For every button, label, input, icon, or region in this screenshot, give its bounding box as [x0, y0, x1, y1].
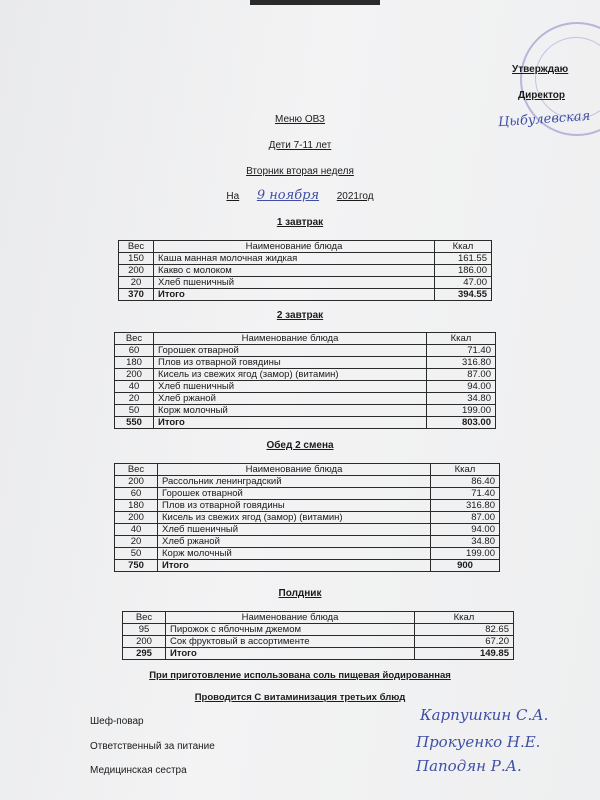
cell-weight: 40 — [115, 524, 158, 536]
table-row — [119, 265, 492, 277]
cell-kcal: 82.65 — [415, 624, 514, 636]
age-group: Дети 7-11 лет — [268, 140, 332, 151]
cell-weight: 95 — [123, 624, 166, 636]
menu-title: Меню ОВЗ — [275, 114, 325, 125]
column-header: Наименование блюда — [158, 464, 431, 476]
column-header: Ккал — [431, 464, 500, 476]
cell-kcal: 394.55 — [435, 289, 492, 301]
table-snack — [122, 611, 514, 660]
cell-weight: 750 — [115, 560, 158, 572]
cell-dish: Кисель из свежих ягод (замор) (витамин) — [158, 512, 431, 524]
table-row — [115, 524, 500, 536]
total-row — [119, 289, 492, 301]
table-lunch — [114, 463, 500, 572]
table-row — [123, 636, 514, 648]
cell-dish: Хлеб пшеничный — [158, 524, 431, 536]
table-breakfast-1 — [118, 240, 492, 301]
cell-kcal: 71.40 — [431, 488, 500, 500]
cell-kcal: 47.00 — [435, 277, 492, 289]
cell-weight: 370 — [119, 289, 154, 301]
chef-signature: Карпушкин С.А. — [420, 706, 549, 724]
director-signature: Цыбулевская — [497, 108, 591, 131]
nurse-role: Медицинская сестра — [90, 765, 187, 776]
cell-weight: 50 — [115, 405, 154, 417]
cell-weight: 200 — [115, 512, 158, 524]
cell-dish: Хлеб пшеничный — [154, 277, 435, 289]
table-row — [115, 405, 496, 417]
cell-weight: 200 — [115, 369, 154, 381]
section-title-breakfast-1: 1 завтрак — [276, 217, 324, 228]
director-label: Директор — [518, 90, 565, 101]
cell-weight: 60 — [115, 345, 154, 357]
chef-role: Шеф-повар — [90, 716, 144, 727]
col-weight: Вес — [119, 241, 154, 253]
cell-kcal: 67.20 — [415, 636, 514, 648]
cell-dish: Горошек отварной — [158, 488, 431, 500]
day-week: Вторник вторая неделя — [246, 166, 354, 177]
cell-kcal: 803.00 — [427, 417, 496, 429]
column-header: Наименование блюда — [166, 612, 415, 624]
col-dish: Наименование блюда — [154, 241, 435, 253]
date-suffix: 2021год — [336, 191, 374, 202]
cell-kcal: 34.80 — [431, 536, 500, 548]
table-row — [115, 381, 496, 393]
cell-kcal: 900 — [431, 560, 500, 572]
table-row — [115, 393, 496, 405]
vitamin-note: Проводится С витаминизация третьих блюд — [194, 692, 406, 703]
table-row — [123, 624, 514, 636]
date-prefix: На — [226, 191, 240, 202]
cell-kcal: 316.80 — [431, 500, 500, 512]
column-header: Вес — [123, 612, 166, 624]
responsible-role: Ответственный за питание — [90, 741, 215, 752]
cell-kcal: 34.80 — [427, 393, 496, 405]
cell-dish: Каша манная молочная жидкая — [154, 253, 435, 265]
table-row — [115, 488, 500, 500]
approve-label: Утверждаю — [512, 64, 569, 75]
cell-dish: Корж молочный — [154, 405, 427, 417]
cell-dish: Горошек отварной — [154, 345, 427, 357]
top-edge-bar — [250, 0, 380, 5]
cell-dish: Плов из отварной говядины — [158, 500, 431, 512]
table-row — [115, 476, 500, 488]
table-row — [119, 253, 492, 265]
table-row — [115, 500, 500, 512]
cell-kcal: 149.85 — [415, 648, 514, 660]
cell-weight: 200 — [123, 636, 166, 648]
cell-dish: Кисель из свежих ягод (замор) (витамин) — [154, 369, 427, 381]
cell-weight: 20 — [115, 536, 158, 548]
cell-weight: 150 — [119, 253, 154, 265]
cell-kcal: 71.40 — [427, 345, 496, 357]
cell-kcal: 86.40 — [431, 476, 500, 488]
cell-kcal: 316.80 — [427, 357, 496, 369]
col-kcal: Ккал — [435, 241, 492, 253]
column-header: Вес — [115, 333, 154, 345]
table-row — [115, 369, 496, 381]
cell-dish: Сок фруктовый в ассортименте — [166, 636, 415, 648]
section-title-snack: Полдник — [278, 588, 322, 599]
table-row — [115, 357, 496, 369]
column-header: Вес — [115, 464, 158, 476]
cell-weight: 20 — [119, 277, 154, 289]
total-row — [115, 560, 500, 572]
table-row — [119, 277, 492, 289]
date-line — [0, 188, 600, 203]
cell-kcal: 199.00 — [431, 548, 500, 560]
table-row — [115, 548, 500, 560]
cell-dish: Какво с молоком — [154, 265, 435, 277]
cell-weight: 200 — [115, 476, 158, 488]
nurse-signature: Паподян Р.А. — [416, 757, 522, 775]
cell-dish: Хлеб ржаной — [154, 393, 427, 405]
cell-weight: 295 — [123, 648, 166, 660]
cell-dish: Пирожок с яблочным джемом — [166, 624, 415, 636]
cell-dish: Итого — [154, 417, 427, 429]
cell-weight: 180 — [115, 500, 158, 512]
cell-weight: 200 — [119, 265, 154, 277]
cell-weight: 50 — [115, 548, 158, 560]
cell-dish: Итого — [154, 289, 435, 301]
cell-dish: Хлеб ржаной — [158, 536, 431, 548]
cell-dish: Хлеб пшеничный — [154, 381, 427, 393]
cell-kcal: 161.55 — [435, 253, 492, 265]
cell-dish: Итого — [166, 648, 415, 660]
column-header: Наименование блюда — [154, 333, 427, 345]
cell-dish: Итого — [158, 560, 431, 572]
cell-dish: Корж молочный — [158, 548, 431, 560]
table-row — [115, 345, 496, 357]
cell-weight: 40 — [115, 381, 154, 393]
cell-kcal: 199.00 — [427, 405, 496, 417]
column-header: Ккал — [415, 612, 514, 624]
cell-kcal: 87.00 — [427, 369, 496, 381]
total-row — [123, 648, 514, 660]
section-title-breakfast-2: 2 завтрак — [276, 310, 324, 321]
cell-weight: 550 — [115, 417, 154, 429]
cell-kcal: 94.00 — [427, 381, 496, 393]
cell-dish: Рассольник ленинградский — [158, 476, 431, 488]
cell-kcal: 186.00 — [435, 265, 492, 277]
column-header: Ккал — [427, 333, 496, 345]
cell-dish: Плов из отварной говядины — [154, 357, 427, 369]
table-breakfast-2 — [114, 332, 496, 429]
cell-kcal: 94.00 — [431, 524, 500, 536]
date-handwritten: 9 ноября — [256, 188, 320, 203]
cell-weight: 180 — [115, 357, 154, 369]
cell-kcal: 87.00 — [431, 512, 500, 524]
table-row — [115, 512, 500, 524]
salt-note: При приготовление использована соль пищевая йодированная — [149, 670, 451, 681]
total-row — [115, 417, 496, 429]
cell-weight: 20 — [115, 393, 154, 405]
table-row — [115, 536, 500, 548]
responsible-signature: Прокуенко Н.Е. — [416, 733, 541, 751]
section-title-lunch: Обед 2 смена — [266, 440, 334, 451]
cell-weight: 60 — [115, 488, 158, 500]
